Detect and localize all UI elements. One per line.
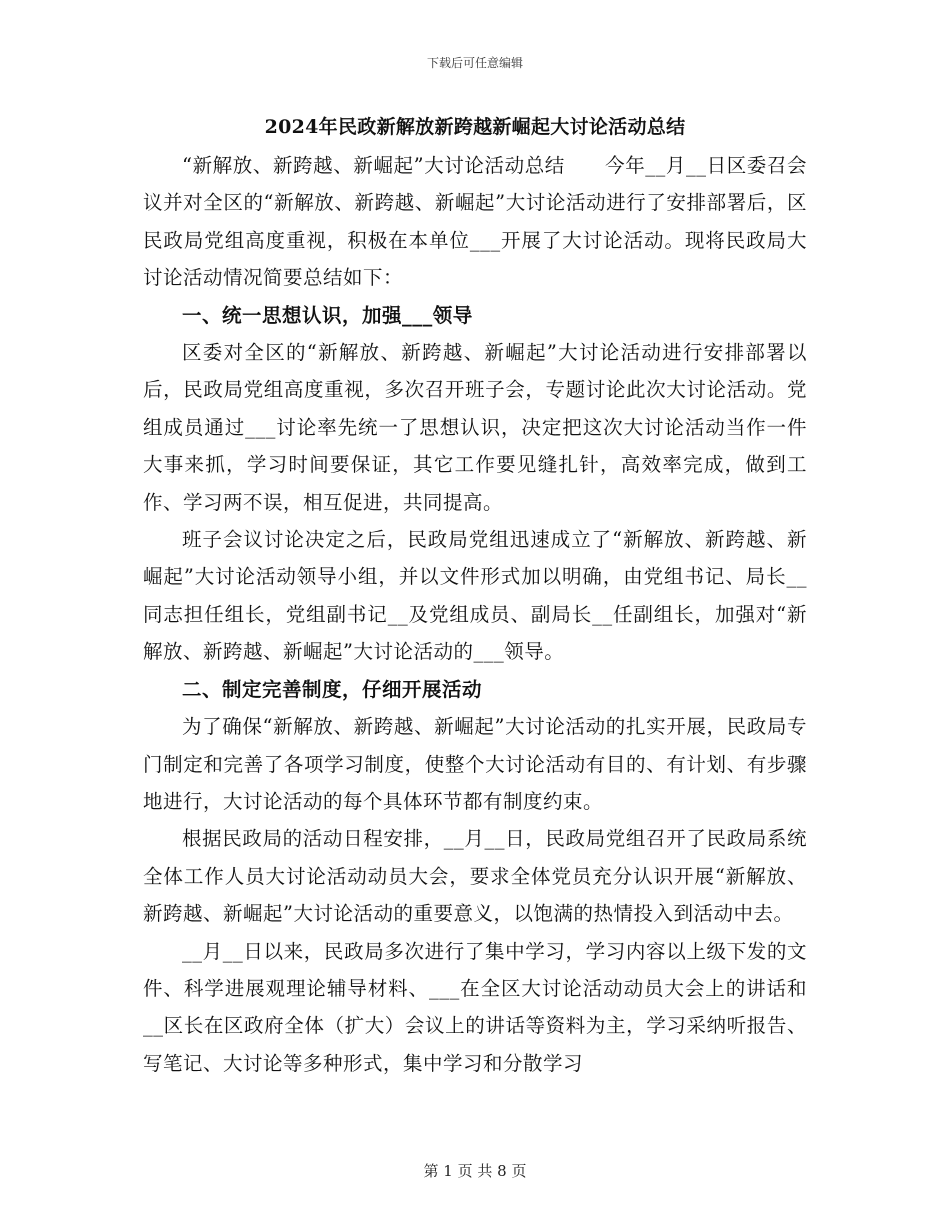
- document-title: 2024年民政新解放新跨越新崛起大讨论活动总结: [264, 116, 686, 138]
- section-heading-2: 二、制定完善制度，仔细开展活动: [182, 677, 483, 701]
- paragraph-section1-a: 区委对全区的“新解放、新跨越、新崛起”大讨论活动进行安排部署以后，民政局党组高度重视，多次召开班子会，专题讨论此次大讨论活动。党组成员通过___讨论率先统一了思想认识，决定把这次大讨论活动当作一件大事来抓，学习时间要保证，其它工作要见缝扎针，高效率完成，做到工作、学习两不误，相互促进，共同提高。: [143, 341, 807, 514]
- paragraph-section2-c: __月__日以来，民政局多次进行了集中学习，学习内容以上级下发的文件、科学进展观理论辅导材料、___在全区大讨论活动动员大会上的讲话和__区长在区政府全体（扩大）会议上的讲话等资料为主，学习采纳听报告、写笔记、大讨论等多种形式，集中学习和分散学习: [143, 939, 807, 1075]
- paragraph-section2-a: 为了确保“新解放、新跨越、新崛起”大讨论活动的扎实开展，民政局专门制定和完善了各项学习制度，使整个大讨论活动有目的、有计划、有步骤地进行，大讨论活动的每个具体环节都有制度约束。: [143, 715, 807, 813]
- paragraph-intro: “新解放、新跨越、新崛起”大讨论活动总结 今年__月__日区委召会议并对全区的“新解放、新跨越、新崛起”大讨论活动进行了安排部署后，区民政局党组高度重视，积极在本单位___开展了大讨论活动。现将民政局大讨论活动情况简要总结如下：: [143, 154, 807, 290]
- page-number-footer: 第 1 页 共 8 页: [423, 1162, 527, 1180]
- section-heading-1: 一、统一思想认识，加强___领导: [182, 303, 473, 327]
- paragraph-section1-b: 班子会议讨论决定之后，民政局党组迅速成立了“新解放、新跨越、新崛起”大讨论活动领导小组，并以文件形式加以明确，由党组书记、局长__同志担任组长，党组副书记__及党组成员、副局长__任副组长，加强对“新解放、新跨越、新崛起”大讨论活动的___领导。: [143, 528, 807, 664]
- header-note: 下载后可任意编辑: [426, 56, 523, 70]
- document-body: [143, 112, 807, 1082]
- paragraph-section2-b: 根据民政局的活动日程安排，__月__日，民政局党组召开了民政局系统全体工作人员大讨论活动动员大会，要求全体党员充分认识开展“新解放、新跨越、新崛起”大讨论活动的重要意义，以饱满的热情投入到活动中去。: [143, 827, 807, 926]
